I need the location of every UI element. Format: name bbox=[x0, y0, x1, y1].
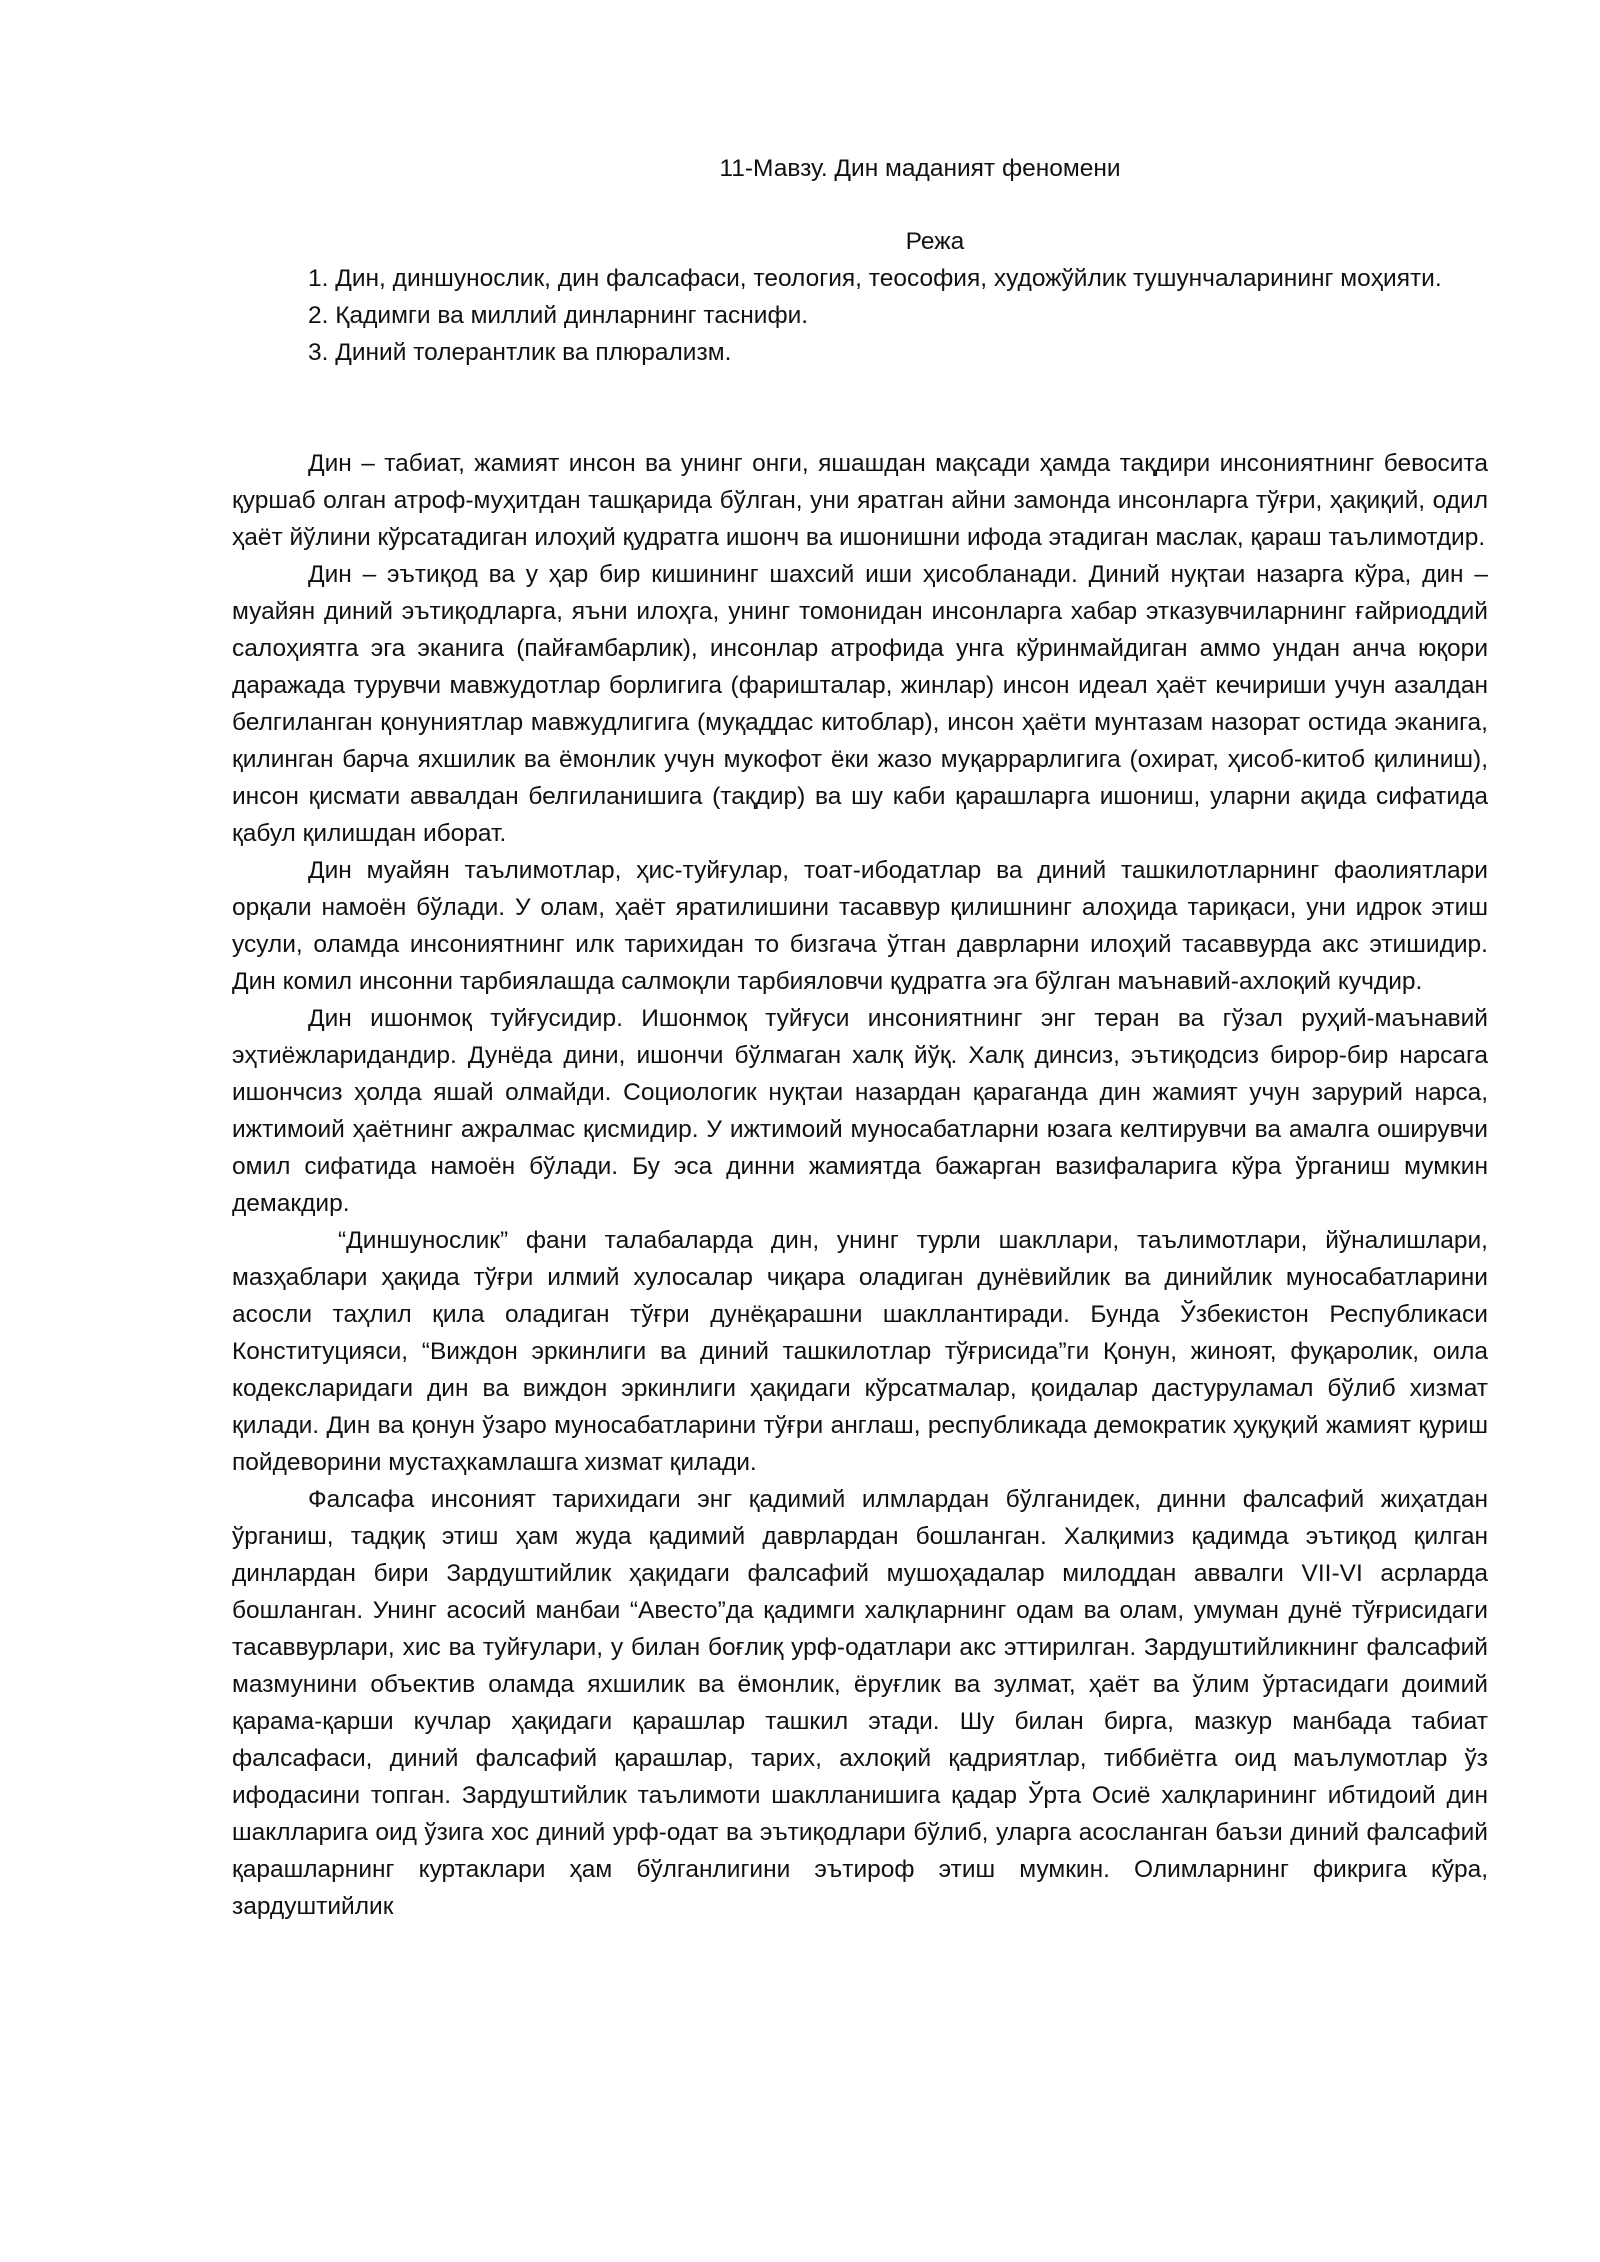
plan-heading: Режа bbox=[905, 228, 965, 255]
paragraph: Дин ишонмоқ туйғусидир. Ишонмоқ туйғуси инсониятнинг энг теран ва гўзал руҳий-маънавий эҳтиёжларидандир. Дунёда дини, ишончи бўлмаган халқ йўқ. Халқ динсиз, эътиқодсиз бирор-бир нарсага ишончсиз ҳолда яшай олмайди. Социологик нуқтаи назардан қараганда дин жамият учун зарурий нарса, ижтимоий ҳаётнинг ажралмас қисмидир. У ижтимоий муносабатларни юзага келтирувчи ва амалга оширувчи омил сифатида намоён бўлади. Бу эса динни жамиятда бажарган вазифаларига кўра ўрганиш мумкин демакдир. bbox=[232, 1005, 1488, 1217]
plan-item: 3. Диний толерантлик ва плюрализм. bbox=[308, 339, 732, 366]
document-page bbox=[232, 150, 1488, 1925]
plan-item: 1. Дин, диншунослик, дин фалсафаси, теология, теософия, художўйлик тушунчаларининг моҳияти. bbox=[308, 265, 1442, 292]
paragraph: Фалсафа инсоният тарихидаги энг қадимий илмлардан бўлганидек, динни фалсафий жиҳатдан ўрганиш, тадқиқ этиш ҳам жуда қадимий даврлардан бошланган. Халқимиз қадимда эътиқод қилган динлардан бири Зардуштийлик ҳақидаги фалсафий мушоҳадалар милоддан аввалги VII-VI асрларда бошланган. Унинг асосий манбаи “Авесто”да қадимги халқларнинг одам ва олам, умуман дунё тўғрисидаги тасаввурлари, хис ва туйғулари, у билан боғлиқ урф-одатлари акс эттирилган. Зардуштийликнинг фалсафий мазмунини объектив оламда яхшилик ва ёмонлик, ёруғлик ва зулмат, ҳаёт ва ўлим ўртасидаги доимий қарама-қарши кучлар ҳақидаги қарашлар ташкил этади. Шу билан бирга, мазкур манбада табиат фалсафаси, диний фалсафий қарашлар, тарих, ахлоқий қадриятлар, тиббиётга оид маълумотлар ўз ифодасини топган. Зардуштийлик таълимоти шаклланишига қадар Ўрта Осиё халқларининг ибтидоий дин шаклларига оид ўзига хос диний урф-одат ва эътиқодлари бўлиб, уларга асосланган баъзи диний фалсафий қарашларнинг куртаклари ҳам бўлганлигини эътироф этиш мумкин. Олимларнинг фикрига кўра, зардуштийлик bbox=[232, 1486, 1488, 1920]
paragraph: Дин муайян таълимотлар, ҳис-туйғулар, тоат-ибодатлар ва диний ташкилотларнинг фаолиятлари орқали намоён бўлади. У олам, ҳаёт яратилишини тасаввур қилишнинг алоҳида тариқаси, уни идрок этиш усули, оламда инсониятнинг илк тарихидан то бизгача ўтган даврларни илоҳий тасаввурда акс этишидир. Дин комил инсонни тарбиялашда салмоқли тарбияловчи қудратга эга бўлган маънавий-ахлоқий кучдир. bbox=[232, 857, 1488, 995]
paragraph: “Диншунослик” фани талабаларда дин, унинг турли шакллари, таълимотлари, йўналишлари, мазҳаблари ҳақида тўғри илмий хулосалар чиқара оладиган дунёвийлик ва динийлик муносабатларини асосли таҳлил қила оладиган тўғри дунёқарашни шакллантиради. Бунда Ўзбекистон Республикаси Конституцияси, “Виждон эркинлиги ва диний ташкилотлар тўғрисида”ги Қонун, жиноят, фуқаролик, оила кодексларидаги дин ва виждон эркинлиги ҳақидаги кўрсатмалар, қоидалар дастуруламал бўлиб хизмат қилади. Дин ва қонун ўзаро муносабатларини тўғри англаш, республикада демократик ҳуқуқий жамият қуриш пойдеворини мустаҳкамлашга хизмат қилади. bbox=[232, 1227, 1488, 1476]
body-text bbox=[232, 445, 1488, 1925]
plan-item: 2. Қадимги ва миллий динларнинг таснифи. bbox=[308, 302, 809, 329]
document-title: 11-Мавзу. Дин маданият феномени bbox=[719, 155, 1121, 182]
plan-list bbox=[232, 260, 1488, 371]
paragraph: Дин – табиат, жамият инсон ва унинг онги, яшашдан мақсади ҳамда тақдири инсониятнинг бевосита қуршаб олган атроф-муҳитдан ташқарида бўлган, уни яратган айни замонда инсонларга тўғри, ҳақиқий, одил ҳаёт йўлини кўрсатадиган илоҳий қудратга ишонч ва ишонишни ифода этадиган маслак, қараш таълимотдир. bbox=[232, 450, 1488, 551]
paragraph: Дин – эътиқод ва у ҳар бир кишининг шахсий иши ҳисобланади. Диний нуқтаи назарга кўра, дин – муайян диний эътиқодларга, яъни илоҳга, унинг томонидан инсонларга хабар этказувчиларнинг ғайриоддий салоҳиятга эга эканига (пайғамбарлик), инсонлар атрофида унга кўринмайдиган аммо ундан анча юқори даражада турувчи мавжудотлар борлигига (фаришталар, жинлар) инсон идеал ҳаёт кечириши учун азалдан белгиланган қонуниятлар мавжудлигига (муқаддас китоблар), инсон ҳаёти мунтазам назорат остида эканига, қилинган барча яхшилик ва ёмонлик учун мукофот ёки жазо муқаррарлигига (охират, ҳисоб-китоб қилиниш), инсон қисмати аввалдан белгиланишига (тақдир) ва шу каби қарашларга ишониш, уларни ақида сифатида қабул қилишдан иборат. bbox=[232, 561, 1488, 847]
